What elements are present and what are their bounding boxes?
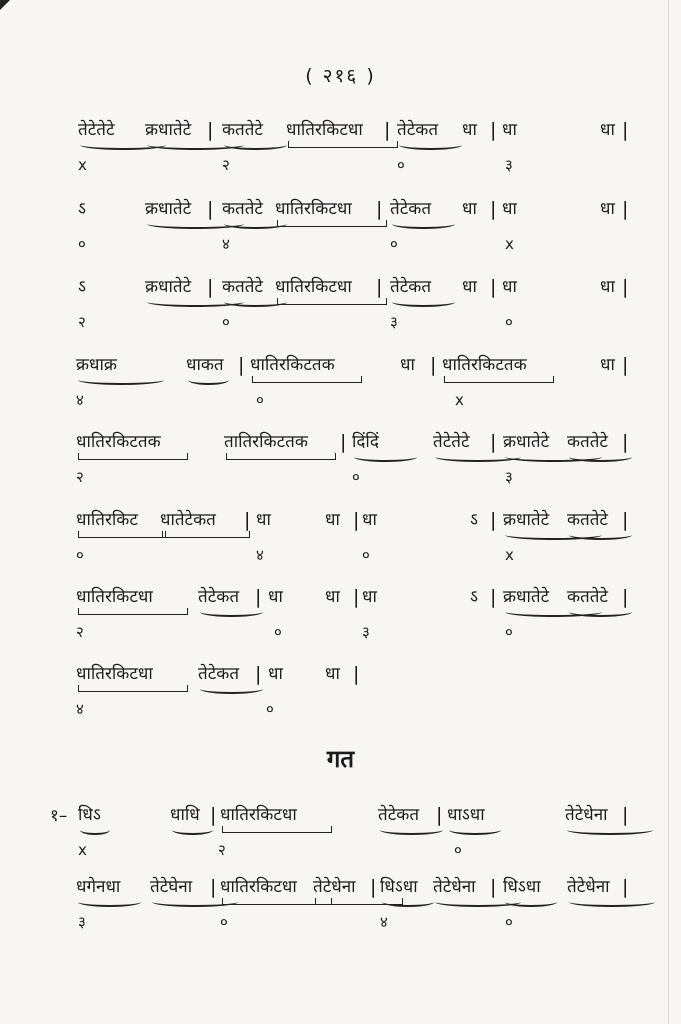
bol-syllable: क्रधातेटे [145, 277, 192, 297]
bol-syllable: धातिरकिटधा [76, 587, 153, 607]
tala-mark: x [505, 235, 514, 253]
bar-line: | [430, 354, 437, 376]
tala-mark: ० [390, 235, 398, 253]
bol-syllable: ऽ [78, 199, 86, 219]
bol-syllable: तातिरकिटतक [224, 432, 308, 452]
composition-serial: १– [50, 806, 68, 826]
bar-line: | [255, 663, 262, 685]
notation-row [0, 353, 681, 409]
bar-line: | [622, 119, 629, 141]
bol-syllable: धातिरकिटधा [76, 664, 153, 684]
slur-arc [172, 825, 213, 835]
bol-syllable: तेटेकत [378, 805, 420, 825]
bol-syllable: धा [502, 120, 517, 140]
slur-arc [80, 825, 110, 835]
group-bracket [78, 453, 188, 460]
bol-syllable: दिंदिं [352, 432, 379, 452]
bol-syllable: धिऽधा [503, 877, 541, 897]
bol-syllable: धातिरकिटतक [76, 432, 161, 452]
tala-mark: ० [256, 391, 264, 409]
tala-mark: ० [362, 546, 370, 564]
group-bracket [222, 826, 332, 833]
bol-syllable: धातिरकिट [76, 510, 138, 530]
bol-syllable: धातिरकिटधा [286, 120, 363, 140]
bar-line: | [238, 354, 245, 376]
bar-line: | [436, 804, 443, 826]
bar-line: | [622, 431, 629, 453]
bar-line: | [244, 509, 251, 531]
tala-mark: २ [76, 468, 84, 486]
bol-syllable: कततेटे [222, 120, 264, 140]
bol-syllable: तेटेधेना [433, 877, 476, 897]
bol-syllable: धा [462, 120, 477, 140]
bol-syllable: कततेटे [222, 277, 264, 297]
bar-line: | [490, 876, 497, 898]
bar-line: | [376, 198, 383, 220]
bol-syllable: धा [600, 277, 615, 297]
bol-syllable: क्रधातेटे [503, 510, 550, 530]
bol-syllable: धा [400, 355, 415, 375]
bol-syllable: तेटेकत [390, 199, 432, 219]
bol-syllable: धगेनधा [76, 877, 121, 897]
bar-line: | [622, 509, 629, 531]
group-bracket [78, 531, 166, 538]
bol-syllable: धातिरकिटधा [275, 199, 352, 219]
bol-syllable: तेटेघेना [150, 877, 193, 897]
notation-row [0, 875, 681, 931]
bol-syllable: तेटेतेटे [433, 432, 470, 452]
bol-syllable: तेटेधेना [567, 877, 610, 897]
notation-row [0, 118, 681, 174]
tala-mark: ४ [380, 913, 388, 931]
group-bracket [162, 531, 250, 538]
tala-mark: ४ [76, 700, 84, 718]
tala-mark: ० [505, 623, 513, 641]
group-bracket [277, 298, 387, 305]
group-bracket [444, 376, 554, 383]
tala-mark: २ [76, 623, 84, 641]
bol-syllable: धा [268, 664, 283, 684]
tala-mark: २ [218, 841, 226, 859]
bar-line: | [210, 876, 217, 898]
bar-line: | [207, 276, 214, 298]
slur-arc [224, 140, 287, 150]
tala-mark: ० [397, 156, 405, 174]
page-number: ( २१६ ) [305, 65, 376, 87]
bol-syllable: धाऽधा [447, 805, 485, 825]
slur-arc [188, 375, 229, 385]
bol-syllable: धिऽ [78, 805, 101, 825]
slur-arc [449, 825, 501, 835]
bol-syllable: क्रधातेटे [145, 120, 192, 140]
tala-mark: ३ [505, 468, 513, 486]
bol-syllable: धा [362, 510, 377, 530]
tala-mark: x [455, 391, 464, 409]
bol-syllable: धाकत [186, 355, 224, 375]
bol-syllable: धा [502, 199, 517, 219]
bol-syllable: धातेटेकत [160, 510, 216, 530]
bol-syllable: तेटेधेना [313, 877, 356, 897]
notation-row [0, 275, 681, 331]
bar-line: | [384, 119, 391, 141]
group-bracket [78, 685, 188, 692]
bol-syllable: धा [600, 120, 615, 140]
bol-syllable: कततेटे [567, 587, 609, 607]
notation-row [0, 430, 681, 486]
tala-mark: ३ [362, 623, 370, 641]
tala-mark: ० [220, 913, 228, 931]
bol-syllable: कततेटे [567, 510, 609, 530]
bol-syllable: तेटेतेटे [78, 120, 115, 140]
group-bracket [277, 220, 387, 227]
bar-line: | [340, 431, 347, 453]
bar-line: | [490, 198, 497, 220]
slur-arc [200, 607, 263, 617]
bar-line: | [255, 586, 262, 608]
bol-syllable: धा [325, 664, 340, 684]
group-bracket [78, 608, 188, 615]
group-bracket [226, 453, 336, 460]
tala-mark: ० [266, 700, 274, 718]
bol-syllable: धातिरकिटतक [250, 355, 335, 375]
bar-line: | [353, 586, 360, 608]
bar-line: | [490, 431, 497, 453]
bar-line: | [622, 198, 629, 220]
bol-syllable: धा [256, 510, 271, 530]
notation-row [0, 508, 681, 564]
page-corner-mark [0, 0, 10, 10]
tala-mark: x [78, 841, 87, 859]
slur-arc [392, 219, 455, 229]
slur-arc [505, 897, 557, 907]
slur-arc [399, 140, 462, 150]
bol-syllable: क्रधाक्र [76, 355, 117, 375]
section-title: गत [326, 745, 355, 773]
bol-syllable: तेटेकत [390, 277, 432, 297]
bol-syllable: धा [362, 587, 377, 607]
bol-syllable: धातिरकिटधा [220, 805, 297, 825]
bar-line: | [622, 586, 629, 608]
slur-arc [569, 897, 655, 907]
bar-line: | [207, 198, 214, 220]
tala-mark: ० [76, 546, 84, 564]
bol-syllable: क्रधातेटे [145, 199, 192, 219]
bar-line: | [622, 354, 629, 376]
tala-mark: ३ [390, 313, 398, 331]
slur-arc [392, 297, 455, 307]
group-bracket [252, 376, 362, 383]
bar-line: | [490, 119, 497, 141]
slur-arc [380, 825, 443, 835]
tala-mark: ४ [256, 546, 264, 564]
bol-syllable: धा [268, 587, 283, 607]
bar-line: | [370, 876, 377, 898]
tala-mark: ० [454, 841, 462, 859]
bol-syllable: धा [462, 199, 477, 219]
tala-mark: ० [78, 235, 86, 253]
slur-arc [200, 684, 263, 694]
tala-mark: ० [505, 913, 513, 931]
tala-mark: ३ [78, 913, 86, 931]
bol-syllable: ऽ [470, 587, 478, 607]
bar-line: | [376, 276, 383, 298]
tala-mark: ० [274, 623, 282, 641]
bol-syllable: तेटेकत [198, 587, 240, 607]
tala-mark: x [78, 156, 87, 174]
tala-mark: ३ [505, 156, 513, 174]
bar-line: | [353, 509, 360, 531]
tala-mark: ४ [222, 235, 230, 253]
bol-syllable: क्रधातेटे [503, 432, 550, 452]
bol-syllable: धिऽधा [380, 877, 418, 897]
bol-syllable: ऽ [78, 277, 86, 297]
notation-row [0, 803, 681, 859]
bol-syllable: तेटेधेना [565, 805, 608, 825]
slur-arc [78, 375, 164, 385]
bar-line: | [622, 876, 629, 898]
bol-syllable: धातिरकिटधा [275, 277, 352, 297]
slur-arc [354, 452, 417, 462]
bol-syllable: क्रधातेटे [503, 587, 550, 607]
bol-syllable: तेटेकत [198, 664, 240, 684]
tala-mark: २ [78, 313, 86, 331]
group-bracket [288, 141, 398, 148]
notation-row [0, 662, 681, 718]
tala-mark: २ [222, 156, 230, 174]
bar-line: | [490, 586, 497, 608]
tala-mark: ० [352, 468, 360, 486]
bol-syllable: धा [462, 277, 477, 297]
bol-syllable: धा [325, 587, 340, 607]
notation-row [0, 585, 681, 641]
bol-syllable: ऽ [470, 510, 478, 530]
bol-syllable: तेटेकत [397, 120, 439, 140]
bol-syllable: कततेटे [567, 432, 609, 452]
tala-mark: x [505, 546, 514, 564]
bar-line: | [622, 276, 629, 298]
slur-arc [382, 897, 434, 907]
slur-arc [78, 897, 141, 907]
bar-line: | [353, 663, 360, 685]
bol-syllable: धाधि [170, 805, 200, 825]
bol-syllable: धातिरकिटतक [442, 355, 527, 375]
bar-line: | [210, 804, 217, 826]
bar-line: | [207, 119, 214, 141]
bol-syllable: धा [325, 510, 340, 530]
notation-row [0, 197, 681, 253]
tala-mark: ४ [76, 391, 84, 409]
tala-mark: ० [505, 313, 513, 331]
bol-syllable: कततेटे [222, 199, 264, 219]
slur-arc [567, 825, 653, 835]
bar-line: | [622, 804, 629, 826]
bar-line: | [490, 276, 497, 298]
tala-mark: ० [222, 313, 230, 331]
bar-line: | [490, 509, 497, 531]
bol-syllable: धा [600, 355, 615, 375]
bol-syllable: धा [502, 277, 517, 297]
bol-syllable: धा [600, 199, 615, 219]
bol-syllable: धातिरकिटधा [220, 877, 297, 897]
